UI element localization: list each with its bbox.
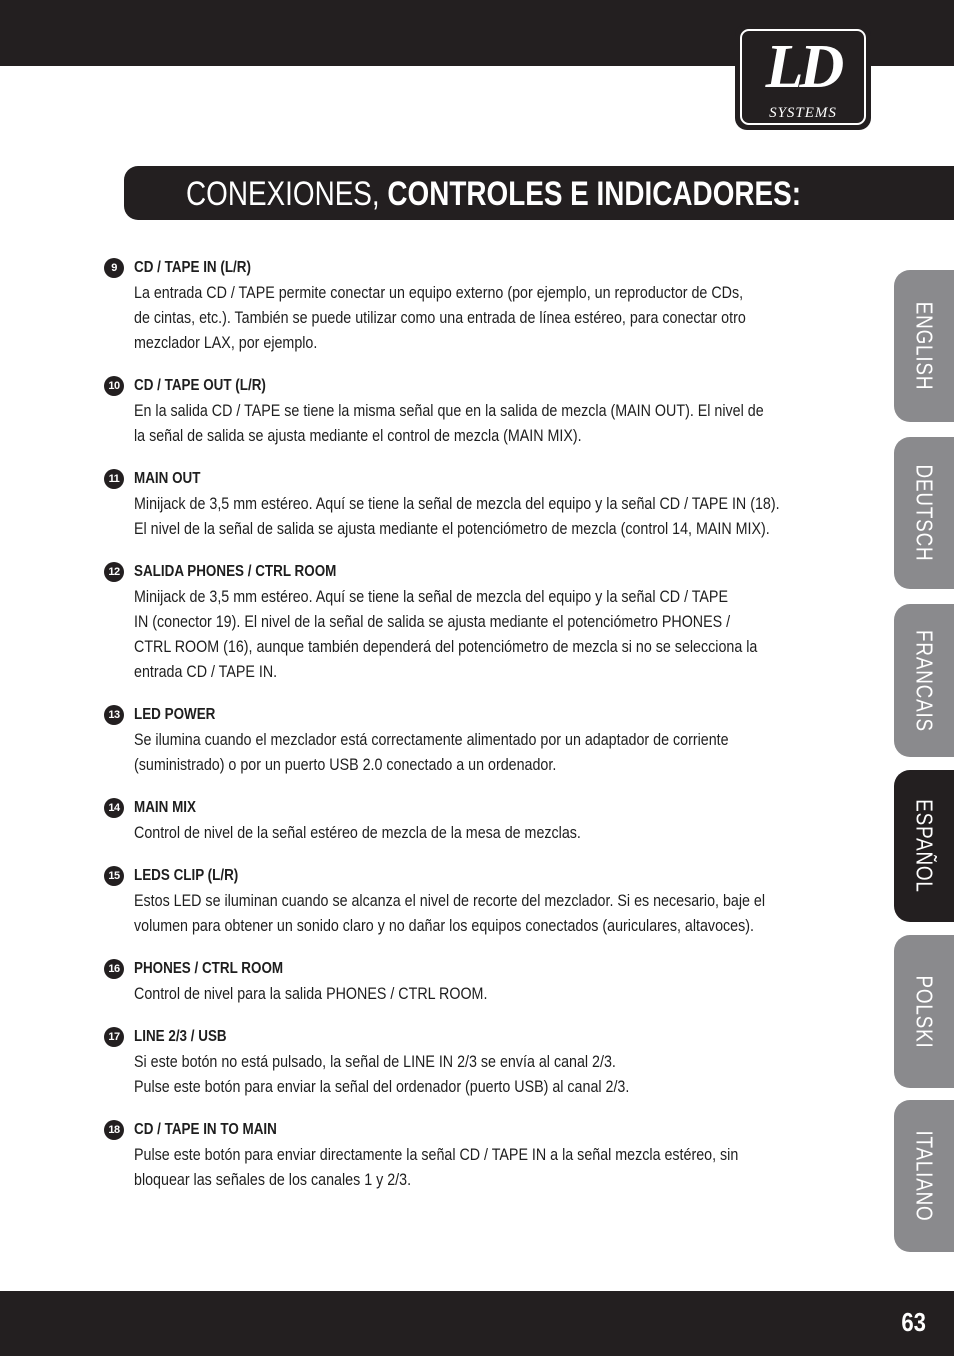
item-description [134,398,848,448]
page-title-light: CONEXIONES, [186,175,380,213]
description-line: Control de nivel para la salida PHONES / CTRL ROOM. [134,984,488,1003]
item-title: CD / TAPE IN (L/R) [134,259,251,276]
logo-subtitle: SYSTEMS [769,105,837,121]
item-description [134,981,848,1006]
control-item [104,560,864,684]
language-tab[interactable] [894,270,954,422]
description-line: mezclador LAX, por ejemplo. [134,333,318,352]
control-item [104,467,864,541]
item-title: CD / TAPE OUT (L/R) [134,377,266,394]
description-line: Estos LED se iluminan cuando se alcanza el nivel de recorte del mezclador. Si es necesario, baje el [134,891,766,910]
item-title: PHONES / CTRL ROOM [134,960,284,977]
description-line: CTRL ROOM (16), aunque también dependerá del potenciómetro de mezcla si no se selecciona la [134,637,758,656]
item-title: LED POWER [134,706,216,723]
item-number-badge: 13 [104,705,124,725]
item-description [134,1142,848,1192]
description-line: IN (conector 19). El nivel de la señal de salida se ajusta mediante el potenciómetro PHONES / [134,612,731,631]
description-line: la señal de salida se ajusta mediante el control de mezcla (MAIN MIX). [134,426,582,445]
language-tab[interactable] [894,1100,954,1252]
item-number-badge: 18 [104,1120,124,1140]
language-tab-label: ESPAÑOL [911,799,938,893]
description-line: Minijack de 3,5 mm estéreo. Aquí se tiene la señal de mezcla del equipo y la señal CD / TAPE IN (18). [134,494,780,513]
control-item [104,1025,864,1099]
description-line: Pulse este botón para enviar directamente la señal CD / TAPE IN a la señal mezcla estéreo, sin [134,1145,739,1164]
page-title-bold: CONTROLES E INDICADORES: [387,175,801,213]
controls-list [104,256,864,1211]
language-tab-label: ENGLISH [911,301,938,391]
description-line: volumen para obtener un sonido claro y no dañar los equipos conectados (auriculares, altavoces). [134,916,754,935]
description-line: Si este botón no está pulsado, la señal de LINE IN 2/3 se envía al canal 2/3. [134,1052,616,1071]
item-title: SALIDA PHONES / CTRL ROOM [134,563,337,580]
description-line: Minijack de 3,5 mm estéreo. Aquí se tiene la señal de mezcla del equipo y la señal CD / TAPE [134,587,728,606]
description-line: El nivel de la señal de salida se ajusta mediante el potenciómetro de mezcla (control 14, MAIN MIX). [134,519,770,538]
item-number-badge: 14 [104,798,124,818]
logo-letters: LD [765,33,841,101]
description-line: entrada CD / TAPE IN. [134,662,278,681]
language-tab-label: DEUTSCH [911,464,938,562]
item-number-badge: 16 [104,959,124,979]
language-tab-label: ITALIANO [911,1130,938,1222]
language-tab-label: POLSKI [911,974,938,1049]
item-number-badge: 10 [104,376,124,396]
control-item [104,374,864,448]
item-title: LEDS CLIP (L/R) [134,867,239,884]
description-line: La entrada CD / TAPE permite conectar un equipo externo (por ejemplo, un reproductor de CDs, [134,283,744,302]
control-item [104,703,864,777]
language-tab[interactable] [894,770,954,922]
item-number-badge: 17 [104,1027,124,1047]
ld-systems-logo [735,24,871,130]
control-item [104,1118,864,1192]
control-item [104,864,864,938]
description-line: En la salida CD / TAPE se tiene la misma señal que en la salida de mezcla (MAIN OUT). El nivel de [134,401,764,420]
item-description [134,584,848,684]
control-item [104,957,864,1006]
footer-bar [0,1291,954,1356]
item-description [134,888,848,938]
description-line: Pulse este botón para enviar la señal del ordenador (puerto USB) al canal 2/3. [134,1077,630,1096]
item-description [134,280,848,355]
description-line: (suministrado) o por un puerto USB 2.0 conectado a un ordenador. [134,755,557,774]
language-tab[interactable] [894,604,954,757]
description-line: Control de nivel de la señal estéreo de mezcla de la mesa de mezclas. [134,823,581,842]
item-number-badge: 9 [104,258,124,278]
item-title: LINE 2/3 / USB [134,1028,227,1045]
item-number-badge: 12 [104,562,124,582]
item-description [134,1049,848,1099]
item-title: MAIN MIX [134,799,196,816]
language-tab[interactable] [894,935,954,1088]
control-item [104,796,864,845]
item-number-badge: 15 [104,866,124,886]
section-title-bar [124,166,954,220]
page-title [186,174,801,214]
item-title: CD / TAPE IN TO MAIN [134,1121,277,1138]
description-line: Se ilumina cuando el mezclador está correctamente alimentado por un adaptador de corriente [134,730,729,749]
logo-frame [740,29,866,125]
page-number: 63 [901,1307,926,1337]
description-line: bloquear las señales de los canales 1 y 2/3. [134,1170,412,1189]
item-description [134,727,848,777]
item-description [134,491,848,541]
item-title: MAIN OUT [134,470,201,487]
item-description [134,820,848,845]
language-tab-label: FRANCAIS [911,629,938,732]
language-tab[interactable] [894,437,954,589]
control-item [104,256,864,355]
description-line: de cintas, etc.). También se puede utilizar como una entrada de línea estéreo, para conectar otro [134,308,746,327]
item-number-badge: 11 [104,469,124,489]
